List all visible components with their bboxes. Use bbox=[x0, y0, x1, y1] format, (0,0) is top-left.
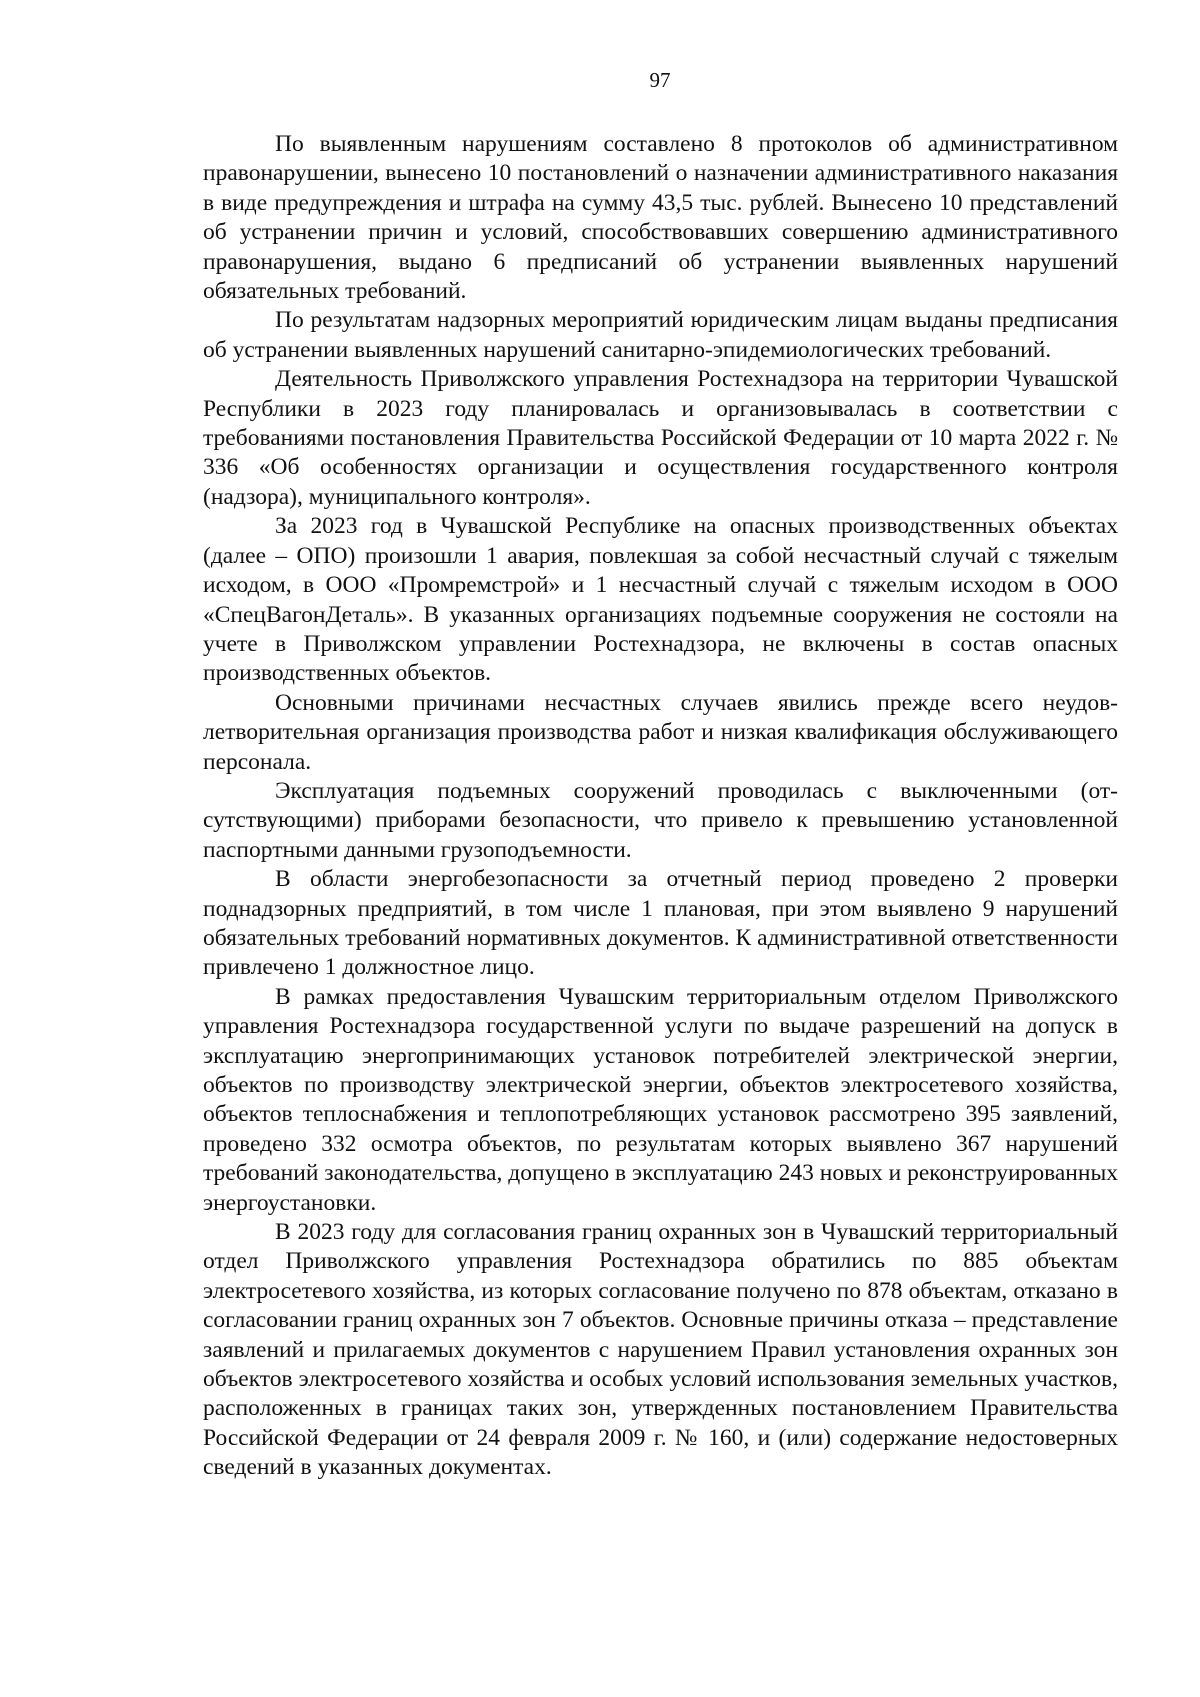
paragraph-accidents: За 2023 год в Чувашской Республике на опасных производственных объектах (далее – ОПО) произошли 1 авария, повлекшая за собой несчастный случай с тяжелым исходом, в ООО «Промремстрой» и 1 несчастный случай с тяжелым исходом в ООО «СпецВагонДеталь». В указанных организациях подъемные сооружения не состояли на учете в Приволжском управлении Ростехнадзора, не включены в состав опасных производственных объектов. bbox=[203, 513, 1118, 687]
document-body bbox=[203, 130, 1118, 1483]
paragraph-energy-safety: В области энергобезопасности за отчетный период проведено 2 проверки поднадзорных предприятий, в том числе 1 плановая, при этом выявлено 9 нарушений обязательных требований нормативных документов. К административной ответственности привлечено 1 должностное лицо. bbox=[203, 866, 1118, 981]
paragraph-accident-causes: Основными причинами несчастных случаев явились прежде всего неудовлетворительная организация производства работ и низкая квалификация обслуживающего персонала. bbox=[203, 689, 1118, 775]
paragraph-security-zones: В 2023 году для согласования границ охранных зон в Чувашский территориальный отдел Приволжского управления Ростехнадзора обратились по 885 объектам электросетевого хозяйства, из которых согласование получено по 878 объектам, отказано в согласовании границ охранных зон 7 объектов. Основные причины отказа – представление заявлений и прилагаемых документов с нарушением Правил установления охранных зон объектов электросетевого хозяйства и особых условий использования земельных участков, расположенных в границах таких зон, утвержденных постановлением Правительства Российской Федерации от 24 февраля 2009 г. № 160, и (или) содержание недостоверных сведений в указанных документах. bbox=[203, 1219, 1118, 1481]
page-number: 97 bbox=[649, 68, 671, 92]
paragraph-violations-protocols: По выявленным нарушениям составлено 8 протоколов об административном правонарушении, вынесено 10 постановлений о назначении административного наказания в виде предупреждения и штрафа на сумму 43,5 тыс. рублей. Вынесено 10 представлений об устранении причин и условий, способствовавших совершению административного правонарушения, выдано 6 предписаний об устранении выявленных нарушений обязательных требований. bbox=[203, 131, 1118, 305]
paragraph-supervisory-orders: По результатам надзорных мероприятий юридическим лицам выданы предписания об устранении выявленных нарушений санитарно-эпидемиологических требований. bbox=[203, 307, 1118, 363]
paragraph-rostekhnadzor-activity: Деятельность Приволжского управления Ростехнадзора на территории Чувашской Республики в 2023 году планировалась и организовывалась в соответствии с требованиями постановления Правительства Российской Федерации от 10 марта 2022 г. № 336 «Об особенностях организации и осуществления государственного контроля (надзора), муниципального контроля». bbox=[203, 366, 1118, 510]
paragraph-energy-permits: В рамках предоставления Чувашским территориальным отделом Приволжского управления Ростехнадзора государственной услуги по выдаче разрешений на допуск в эксплуатацию энергопринимающих установок потребителей электрической энергии, объектов по производству электрической энергии, объектов электросетевого хозяйства, объектов теплоснабжения и теплопотребляющих установок рассмотрено 395 заявлений, проведено 332 осмотра объектов, по результатам которых выявлено 367 нарушений требований законодательства, допущено в эксплуатацию 243 новых и реконструированных энергоустановки. bbox=[203, 983, 1118, 1216]
paragraph-lifting-equipment: Эксплуатация подъемных сооружений проводилась с выключенными (отсутствующими) приборами безопасности, что привело к превышению установленной паспортными данными грузоподъемности. bbox=[203, 777, 1118, 863]
